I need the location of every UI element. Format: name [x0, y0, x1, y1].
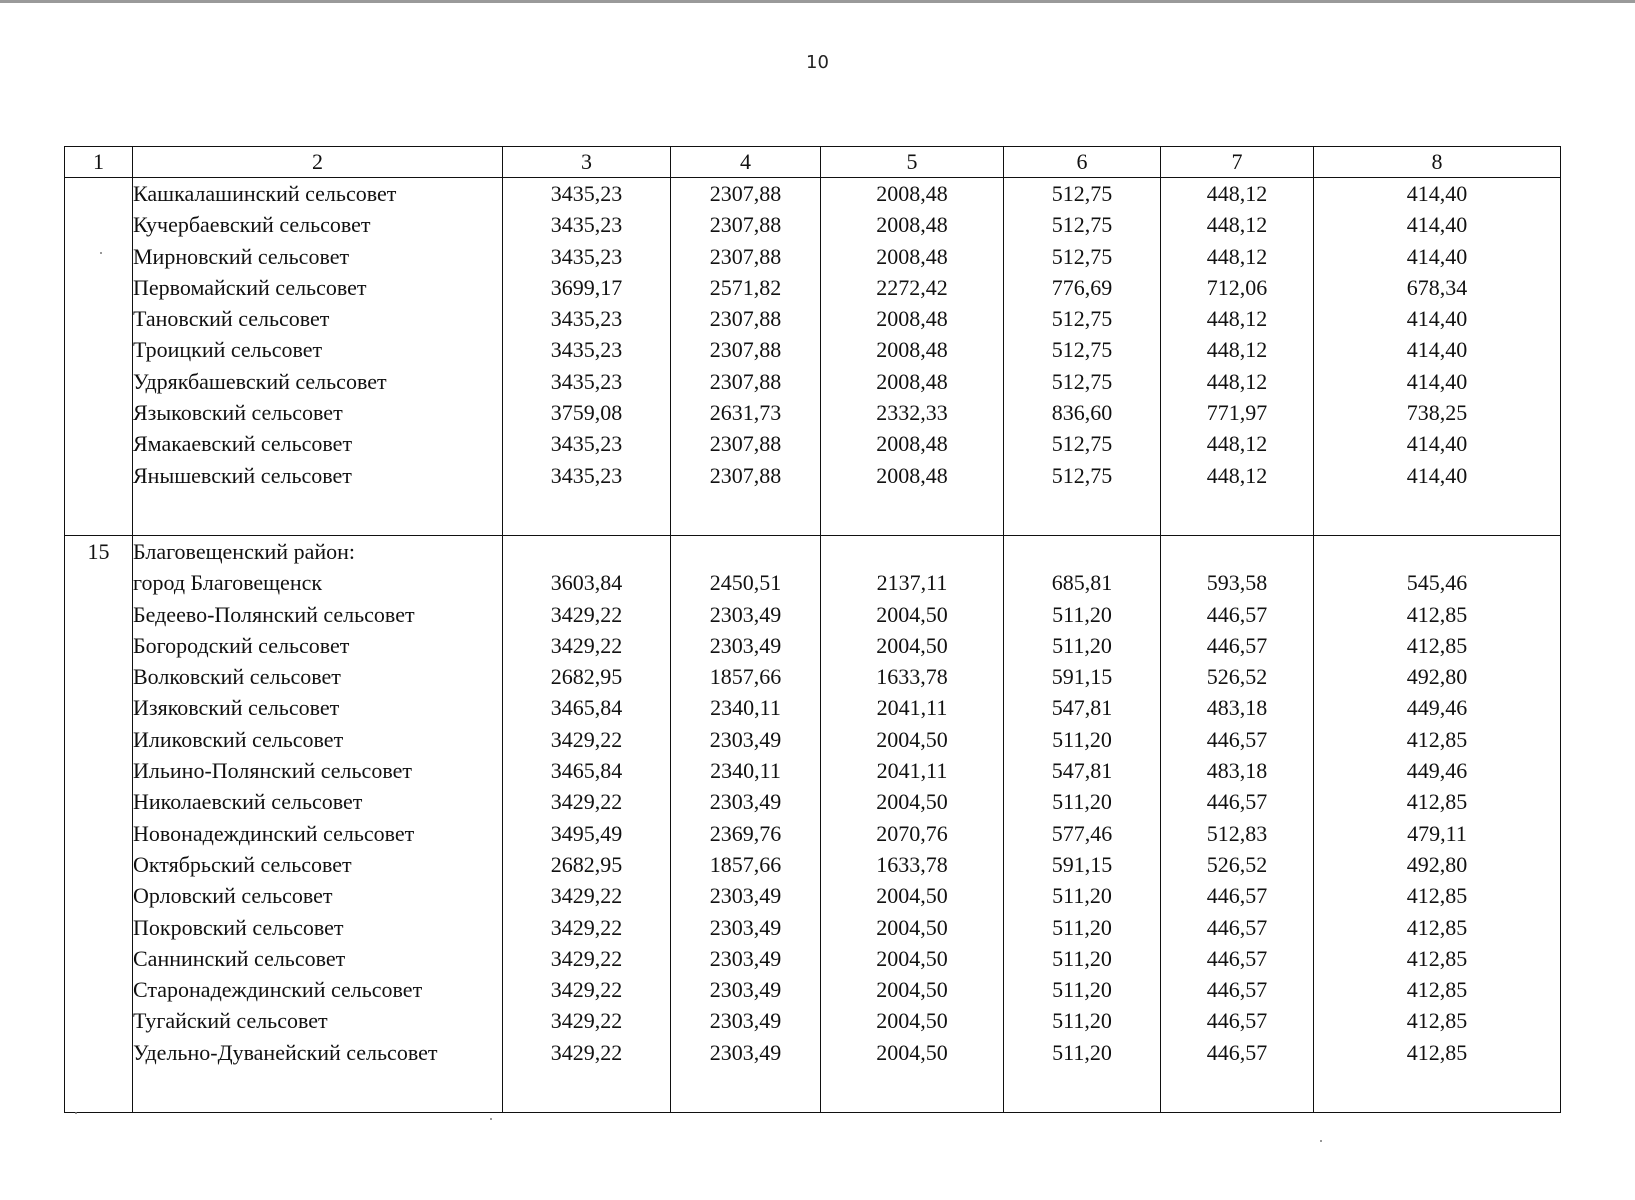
value-cell: 2004,50	[876, 977, 948, 1003]
value-cell: 2008,48	[876, 181, 948, 206]
value-cell: 3429,22	[550, 601, 623, 627]
value-cell: 2004,50	[876, 1008, 948, 1034]
value-cell: 483,18	[1206, 695, 1268, 721]
value-cell: 2340,11	[710, 758, 781, 784]
value-cell: 2004,50	[876, 883, 948, 909]
value-cell: 2307,88	[709, 212, 782, 238]
value-cell: 414,40	[1406, 243, 1468, 269]
settlement-name: Покровский сельсовет	[133, 914, 344, 940]
value-cell: 2272,42	[876, 274, 948, 300]
value-cell: 512,75	[1051, 337, 1113, 363]
value-cell: 3435,23	[550, 243, 623, 269]
value-cell: 1857,66	[709, 664, 782, 690]
value-cell: 2008,48	[876, 431, 948, 457]
settlement-name: Удрякбашевский сельсовет	[133, 368, 387, 394]
value-cell: 448,12	[1206, 243, 1268, 269]
settlement-name: Ямакаевский сельсовет	[133, 431, 353, 457]
column-header: 7	[1161, 147, 1314, 178]
value-cell: 479,11	[1407, 820, 1467, 846]
value-cell: 1857,66	[709, 851, 782, 877]
value-cell: 3759,08	[550, 400, 623, 426]
scan-edge-line	[0, 0, 1635, 3]
value-cell: 2369,76	[709, 820, 782, 846]
value-cell: 2303,49	[709, 914, 782, 940]
value-cell: 3429,22	[550, 945, 623, 971]
value-cell: 3465,84	[550, 758, 623, 784]
value-cell: 3435,23	[550, 431, 623, 457]
value-cell: 3435,23	[550, 181, 623, 206]
scan-speck	[490, 1118, 492, 1120]
value-cell: 446,57	[1206, 914, 1268, 940]
value-cell: 526,52	[1206, 851, 1268, 877]
value-cell: 448,12	[1206, 181, 1268, 206]
settlement-name: Троицкий сельсовет	[133, 337, 323, 363]
value-cell: 2041,11	[876, 695, 948, 721]
value-cell: 2008,48	[876, 337, 948, 363]
value-cell: 512,83	[1206, 820, 1268, 846]
value-cell: 2004,50	[876, 632, 948, 658]
value-cell: 446,57	[1206, 789, 1268, 815]
name-column	[133, 178, 503, 536]
value-cell: 2307,88	[709, 337, 782, 363]
value-cell: 2137,11	[876, 570, 948, 596]
value-cell: 591,15	[1051, 664, 1113, 690]
value-cell: 512,75	[1051, 368, 1113, 394]
value-cell: 577,46	[1051, 820, 1113, 846]
value-cell: 512,75	[1051, 212, 1113, 238]
value-cell: 512,75	[1051, 181, 1113, 206]
value-column-5	[821, 535, 1004, 1112]
settlement-name: Кучербаевский сельсовет	[133, 212, 371, 238]
value-cell: 526,52	[1206, 664, 1268, 690]
value-cell: 545,46	[1406, 570, 1468, 596]
value-cell: 712,06	[1206, 274, 1268, 300]
value-column-6	[1004, 178, 1161, 536]
value-cell: 2682,95	[550, 851, 623, 877]
value-cell: 3465,84	[550, 695, 623, 721]
value-cell: 2008,48	[876, 212, 948, 238]
value-cell: 2307,88	[709, 431, 782, 457]
value-cell: 414,40	[1406, 431, 1468, 457]
value-cell: 511,20	[1052, 977, 1112, 1003]
value-cell: 511,20	[1052, 632, 1112, 658]
row-number: 15	[87, 538, 110, 564]
value-cell: 2631,73	[709, 400, 782, 426]
scan-speck	[100, 252, 102, 254]
value-cell: 414,40	[1406, 462, 1468, 488]
value-cell: 446,57	[1206, 977, 1268, 1003]
value-cell: 2004,50	[876, 726, 948, 752]
tariff-table	[64, 146, 1561, 1113]
value-cell: 2303,49	[709, 883, 782, 909]
row-number-cell	[65, 535, 133, 1112]
value-column-8	[1314, 535, 1561, 1112]
column-header: 5	[821, 147, 1004, 178]
value-column-6	[1004, 535, 1161, 1112]
value-cell: 2008,48	[876, 243, 948, 269]
value-cell: 3495,49	[550, 820, 623, 846]
value-cell: 3603,84	[550, 570, 623, 596]
value-cell: 512,75	[1051, 243, 1113, 269]
value-cell: 3435,23	[550, 212, 623, 238]
value-cell: 512,75	[1051, 462, 1113, 488]
settlement-name: Волковский сельсовет	[133, 664, 341, 690]
value-cell: 3429,22	[550, 977, 623, 1003]
value-cell: 3435,23	[550, 462, 623, 488]
settlement-name: Бедеево-Полянский сельсовет	[133, 601, 415, 627]
value-cell: 412,85	[1406, 1039, 1468, 1065]
column-number-row	[65, 147, 1561, 178]
value-cell: 2008,48	[876, 368, 948, 394]
value-cell: 2303,49	[709, 977, 782, 1003]
value-cell: 492,80	[1406, 851, 1468, 877]
value-cell: 446,57	[1206, 883, 1268, 909]
value-cell: 414,40	[1406, 212, 1468, 238]
value-cell: 738,25	[1406, 400, 1468, 426]
value-cell: 2303,49	[709, 945, 782, 971]
value-cell: 414,40	[1406, 306, 1468, 332]
value-cell: 448,12	[1206, 462, 1268, 488]
value-cell: 2307,88	[709, 181, 782, 206]
value-cell: 771,97	[1206, 400, 1268, 426]
value-cell: 547,81	[1051, 758, 1113, 784]
value-cell: 446,57	[1206, 632, 1268, 658]
value-column-4	[671, 535, 821, 1112]
district-heading: Благовещенский район:	[133, 538, 355, 564]
value-cell: 412,85	[1406, 945, 1468, 971]
column-header: 2	[133, 147, 503, 178]
value-cell: 836,60	[1051, 400, 1113, 426]
value-cell: 3429,22	[550, 726, 623, 752]
row-number	[65, 178, 132, 209]
settlement-name: Иликовский сельсовет	[133, 726, 344, 752]
value-cell: 414,40	[1406, 368, 1468, 394]
value-cell: 483,18	[1206, 758, 1268, 784]
value-cell: 2340,11	[710, 695, 781, 721]
value-cell: 448,12	[1206, 431, 1268, 457]
column-header: 3	[503, 147, 671, 178]
value-cell: 412,85	[1406, 601, 1468, 627]
column-header: 4	[671, 147, 821, 178]
table-block-continued	[65, 178, 1561, 536]
settlement-name: Янышевский сельсовет	[133, 462, 352, 488]
value-cell: 2307,88	[709, 368, 782, 394]
value-cell: 2303,49	[709, 632, 782, 658]
value-cell: 593,58	[1206, 570, 1268, 596]
settlement-name: Языковский сельсовет	[133, 400, 343, 426]
value-cell: 511,20	[1052, 945, 1112, 971]
value-cell: 2682,95	[550, 664, 623, 690]
settlement-name: Николаевский сельсовет	[133, 789, 363, 815]
value-cell: 511,20	[1052, 601, 1112, 627]
value-cell: 511,20	[1052, 883, 1112, 909]
value-cell: 3435,23	[550, 306, 623, 332]
value-cell: 446,57	[1206, 726, 1268, 752]
value-column-7	[1161, 178, 1314, 536]
value-cell: 3429,22	[550, 914, 623, 940]
value-cell: 547,81	[1051, 695, 1113, 721]
value-cell: 511,20	[1052, 1008, 1112, 1034]
value-cell: 492,80	[1406, 664, 1468, 690]
settlement-name: Октябрьский сельсовет	[133, 851, 352, 877]
row-number-cell	[65, 178, 133, 536]
value-cell: 448,12	[1206, 306, 1268, 332]
column-header: 6	[1004, 147, 1161, 178]
value-cell: 2307,88	[709, 462, 782, 488]
value-cell: 2004,50	[876, 601, 948, 627]
value-cell: 2303,49	[709, 726, 782, 752]
value-column-3	[503, 535, 671, 1112]
value-cell: 2303,49	[709, 1008, 782, 1034]
settlement-name: Старонадеждинский сельсовет	[133, 977, 423, 1003]
settlement-name: Тугайский сельсовет	[133, 1008, 328, 1034]
value-cell: 2303,49	[709, 789, 782, 815]
value-cell: 2307,88	[709, 306, 782, 332]
value-cell: 511,20	[1052, 789, 1112, 815]
value-cell: 2332,33	[876, 400, 948, 426]
value-cell: 2571,82	[709, 274, 782, 300]
settlement-name: Ильино-Полянский сельсовет	[133, 758, 412, 784]
table-block-district	[65, 535, 1561, 1112]
value-cell: 446,57	[1206, 1008, 1268, 1034]
value-cell: 412,85	[1406, 1008, 1468, 1034]
value-cell: 591,15	[1051, 851, 1113, 877]
value-cell: 511,20	[1052, 914, 1112, 940]
value-cell: 1633,78	[876, 851, 948, 877]
value-column-5	[821, 178, 1004, 536]
value-column-7	[1161, 535, 1314, 1112]
settlement-name: город Благовещенск	[133, 570, 323, 596]
value-cell: 776,69	[1051, 274, 1113, 300]
value-cell: 512,75	[1051, 306, 1113, 332]
value-cell: 2004,50	[876, 789, 948, 815]
value-column-4	[671, 178, 821, 536]
value-cell: 414,40	[1406, 181, 1468, 206]
column-header: 8	[1314, 147, 1561, 178]
value-cell: 3435,23	[550, 337, 623, 363]
scan-speck	[75, 1112, 77, 1114]
value-cell: 511,20	[1052, 726, 1112, 752]
column-header: 1	[65, 147, 133, 178]
value-cell: 2004,50	[876, 914, 948, 940]
settlement-name: Мирновский сельсовет	[133, 243, 350, 269]
settlement-name: Тановский сельсовет	[133, 306, 330, 332]
scan-speck	[1320, 1140, 1322, 1142]
value-cell: 1633,78	[876, 664, 948, 690]
value-cell: 412,85	[1406, 726, 1468, 752]
value-cell: 2303,49	[709, 601, 782, 627]
value-cell: 2303,49	[709, 1039, 782, 1065]
settlement-name: Изяковский сельсовет	[133, 695, 340, 721]
value-cell: 2008,48	[876, 462, 948, 488]
value-cell: 3435,23	[550, 368, 623, 394]
value-cell: 2307,88	[709, 243, 782, 269]
value-cell: 511,20	[1052, 1039, 1112, 1065]
value-cell: 2008,48	[876, 306, 948, 332]
value-cell: 446,57	[1206, 945, 1268, 971]
value-cell: 448,12	[1206, 368, 1268, 394]
value-cell: 414,40	[1406, 337, 1468, 363]
value-cell: 3429,22	[550, 1039, 623, 1065]
value-cell: 448,12	[1206, 212, 1268, 238]
settlement-name: Новонадеждинский сельсовет	[133, 820, 415, 846]
value-cell: 412,85	[1406, 632, 1468, 658]
settlement-name: Удельно-Дуванейский сельсовет	[133, 1039, 438, 1065]
value-column-8	[1314, 178, 1561, 536]
value-cell: 3429,22	[550, 1008, 623, 1034]
value-column-3	[503, 178, 671, 536]
value-cell: 412,85	[1406, 883, 1468, 909]
value-cell: 3429,22	[550, 789, 623, 815]
value-cell: 2004,50	[876, 1039, 948, 1065]
settlement-name: Богородский сельсовет	[133, 632, 350, 658]
value-cell: 412,85	[1406, 789, 1468, 815]
value-cell: 446,57	[1206, 601, 1268, 627]
value-cell: 3699,17	[550, 274, 623, 300]
value-cell: 512,75	[1051, 431, 1113, 457]
value-cell: 678,34	[1406, 274, 1468, 300]
value-cell: 449,46	[1406, 758, 1468, 784]
value-cell: 2004,50	[876, 945, 948, 971]
value-cell: 2070,76	[876, 820, 948, 846]
settlement-name: Орловский сельсовет	[133, 883, 333, 909]
value-cell: 2041,11	[876, 758, 948, 784]
settlement-name: Саннинский сельсовет	[133, 945, 346, 971]
page-number: 10	[806, 52, 829, 73]
value-cell: 448,12	[1206, 337, 1268, 363]
name-column	[133, 535, 503, 1112]
settlement-name: Кашкалашинский сельсовет	[133, 181, 397, 206]
settlement-name: Первомайский сельсовет	[133, 274, 367, 300]
value-cell: 3429,22	[550, 883, 623, 909]
value-cell: 449,46	[1406, 695, 1468, 721]
value-cell: 446,57	[1206, 1039, 1268, 1065]
value-cell: 412,85	[1406, 914, 1468, 940]
value-cell: 2450,51	[709, 570, 782, 596]
value-cell: 3429,22	[550, 632, 623, 658]
value-cell: 412,85	[1406, 977, 1468, 1003]
value-cell: 685,81	[1051, 570, 1113, 596]
